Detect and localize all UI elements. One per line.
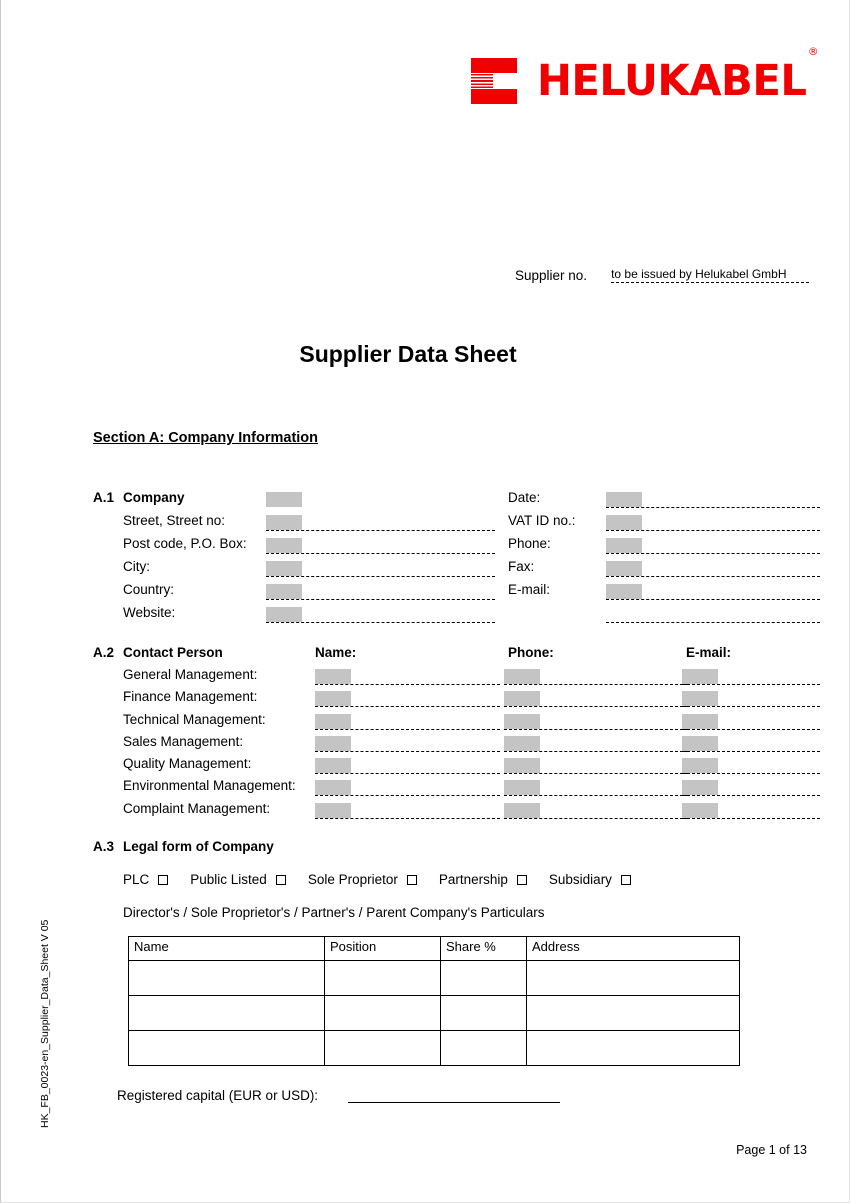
a2-email-fieldbox[interactable] [682,780,718,795]
a2-email-dashline [682,751,820,752]
a2-name-fieldbox[interactable] [315,714,351,729]
particulars-table [128,936,740,1066]
table-header-row [129,937,740,961]
a2-phone-fieldbox[interactable] [504,736,540,751]
a3-title: Legal form of Company [123,839,274,854]
a2-row-sales-management [93,734,823,756]
a1-city-dashline [266,576,495,577]
checkbox-icon[interactable] [621,875,631,885]
table-column-address: Address [527,937,740,961]
a1-vat-fieldbox[interactable] [606,515,642,530]
table-cell-name[interactable] [129,961,325,996]
a2-name-dashline [315,684,500,685]
a2-phone-dashline [504,795,688,796]
a2-row-environmental-management [93,778,823,800]
section-a-heading: Section A: Company Information [93,430,319,446]
a2-phone-fieldbox[interactable] [504,691,540,706]
table-column-position: Position [325,937,441,961]
a1-email-dashline [606,599,820,600]
table-cell-position[interactable] [325,961,441,996]
legal-option-plc-label: PLC [123,872,150,887]
a2-phone-dashline [504,751,688,752]
a1-country-dashline [266,599,495,600]
a2-row-finance-management [93,689,823,711]
table-row [129,1031,740,1066]
a1-row-company [93,490,823,513]
a2-phone-dashline [504,684,688,685]
section-a2-contact-person [93,645,823,823]
a2-name-dashline [315,729,500,730]
a1-phone-fieldbox[interactable] [606,538,642,553]
a2-row-quality-management [93,756,823,778]
a2-column-email: E-mail: [686,645,732,660]
legal-option-partnership[interactable] [439,872,549,887]
table-cell-position[interactable] [325,1031,441,1066]
a1-country-fieldbox[interactable] [266,584,302,599]
a2-name-dashline [315,818,500,819]
legal-option-subsidiary[interactable] [549,872,631,887]
a1-vat-dashline [606,530,820,531]
a1-label-phone: Phone: [508,536,551,551]
supplier-no-label: Supplier no. [515,268,588,283]
helukabel-logo-mark-icon [471,58,517,104]
page-number: Page 1 of 13 [736,1143,807,1157]
table-cell-address[interactable] [527,1031,740,1066]
a1-fax-dashline [606,576,820,577]
a2-header-row [93,645,823,667]
checkbox-icon[interactable] [517,875,527,885]
a1-label-email: E-mail: [508,582,551,597]
a2-email-fieldbox[interactable] [682,803,718,818]
a2-row-general-management [93,667,823,689]
registered-capital-label: Registered capital (EUR or USD): [117,1088,319,1103]
a2-column-name: Name: [315,645,357,660]
a1-row-country [93,582,823,605]
legal-form-options [123,872,631,887]
a1-website-dashline [266,622,495,623]
a2-phone-fieldbox[interactable] [504,780,540,795]
a1-extra-dashline [606,622,820,623]
table-row [129,961,740,996]
a1-street-fieldbox[interactable] [266,515,302,530]
a1-label-street: Street, Street no: [123,513,226,528]
a2-label-technical-management: Technical Management: [123,711,266,727]
a1-email-fieldbox[interactable] [606,584,642,599]
a2-number: A.2 [93,645,115,660]
a2-name-fieldbox[interactable] [315,803,351,818]
a1-company-fieldbox[interactable] [266,492,302,507]
a1-label-vat: VAT ID no.: [508,513,576,528]
a2-label-environmental-management: Environmental Management: [123,778,296,794]
a2-email-dashline [682,818,820,819]
legal-option-public-listed-label: Public Listed [190,872,267,887]
a1-label-date: Date: [508,490,541,505]
table-cell-address[interactable] [527,961,740,996]
a1-city-fieldbox[interactable] [266,561,302,576]
table-cell-name[interactable] [129,1031,325,1066]
table-cell-address[interactable] [527,996,740,1031]
a2-phone-dashline [504,773,688,774]
a1-fax-fieldbox[interactable] [606,561,642,576]
a2-email-dashline [682,729,820,730]
a2-phone-fieldbox[interactable] [504,758,540,773]
table-cell-name[interactable] [129,996,325,1031]
document-id-text: HK_FB_0023-en_Supplier_Data_Sheet V 05 [39,919,51,1128]
a2-name-fieldbox[interactable] [315,669,351,684]
a2-row-complaint-management [93,801,823,823]
a1-title: Company [123,490,185,505]
helukabel-logo [471,44,819,106]
a2-email-dashline [682,706,820,707]
a1-street-dashline [266,530,495,531]
table-column-name: Name [129,937,325,961]
a2-name-dashline [315,795,500,796]
legal-option-partnership-label: Partnership [438,872,508,887]
a2-email-fieldbox[interactable] [682,669,718,684]
a1-label-postcode: Post code, P.O. Box: [123,536,247,551]
particulars-label: Director's / Sole Proprietor's / Partner's / Parent Company's Particulars [123,905,545,920]
logo-bar-top [471,58,517,73]
table-cell-position[interactable] [325,996,441,1031]
a2-title: Contact Person [123,645,223,660]
a2-phone-dashline [504,729,688,730]
a2-email-fieldbox[interactable] [682,714,718,729]
a2-name-fieldbox[interactable] [315,780,351,795]
a1-label-fax: Fax: [508,559,535,574]
a1-phone-dashline [606,553,820,554]
page-title: Supplier Data Sheet [299,341,517,367]
table-cell-share[interactable] [441,996,527,1031]
a1-postcode-fieldbox[interactable] [266,538,302,553]
logo-wordmark [537,44,819,106]
supplier-no-row [515,267,809,283]
a2-phone-fieldbox[interactable] [504,669,540,684]
a2-label-general-management: General Management: [123,667,258,682]
a2-label-complaint-management: Complaint Management: [123,800,271,816]
a1-label-country: Country: [123,582,175,597]
a1-date-dashline [606,507,820,508]
table-column-share: Share % [441,937,527,961]
a1-row-website [93,605,823,628]
registered-capital-input[interactable] [348,1090,560,1103]
a2-label-sales-management: Sales Management: [123,733,244,749]
a1-number: A.1 [93,490,115,505]
a2-label-quality-management: Quality Management: [123,756,252,772]
table-cell-share[interactable] [441,1031,527,1066]
a2-email-fieldbox[interactable] [682,736,718,751]
a3-number: A.3 [93,839,115,854]
registered-trademark-icon: ® [807,44,819,58]
logo-stripes [471,74,493,88]
a2-phone-dashline [504,818,688,819]
section-a3-legal-form [93,839,823,920]
legal-option-plc[interactable] [123,872,190,887]
legal-option-sole-proprietor[interactable] [308,872,439,887]
logo-bar-bottom [471,89,517,104]
a2-name-dashline [315,773,500,774]
a2-name-fieldbox[interactable] [315,758,351,773]
a1-row-postcode [93,536,823,559]
a2-email-fieldbox[interactable] [682,758,718,773]
a2-phone-dashline [504,706,688,707]
supplier-no-field[interactable]: to be issued by Helukabel GmbH [611,267,809,283]
a2-label-finance-management: Finance Management: [123,689,258,705]
a2-email-fieldbox[interactable] [682,691,718,706]
a1-row-city [93,559,823,582]
legal-option-sole-proprietor-label: Sole Proprietor [307,872,398,887]
a2-name-fieldbox[interactable] [315,736,351,751]
legal-option-subsidiary-label: Subsidiary [548,872,612,887]
a2-name-dashline [315,706,500,707]
a1-label-city: City: [123,559,150,574]
a1-date-fieldbox[interactable] [606,492,642,507]
a2-email-dashline [682,773,820,774]
checkbox-icon[interactable] [407,875,417,885]
a3-header-row [93,839,823,873]
legal-option-public-listed[interactable] [190,872,308,887]
a2-name-dashline [315,751,500,752]
table-row [129,996,740,1031]
table-cell-share[interactable] [441,961,527,996]
checkbox-icon[interactable] [276,875,286,885]
a2-phone-fieldbox[interactable] [504,803,540,818]
a2-phone-fieldbox[interactable] [504,714,540,729]
a1-postcode-dashline [266,553,495,554]
a2-email-dashline [682,684,820,685]
a2-name-fieldbox[interactable] [315,691,351,706]
a2-email-dashline [682,795,820,796]
a2-column-phone: Phone: [508,645,554,660]
registered-capital-row [117,1088,560,1103]
a1-website-fieldbox[interactable] [266,607,302,622]
logo-wordmark-text: HELUKABEL [537,55,807,106]
checkbox-icon[interactable] [158,875,168,885]
section-a1-company [93,490,823,628]
a1-label-website: Website: [123,605,176,620]
a2-row-technical-management [93,712,823,734]
a1-row-street [93,513,823,536]
